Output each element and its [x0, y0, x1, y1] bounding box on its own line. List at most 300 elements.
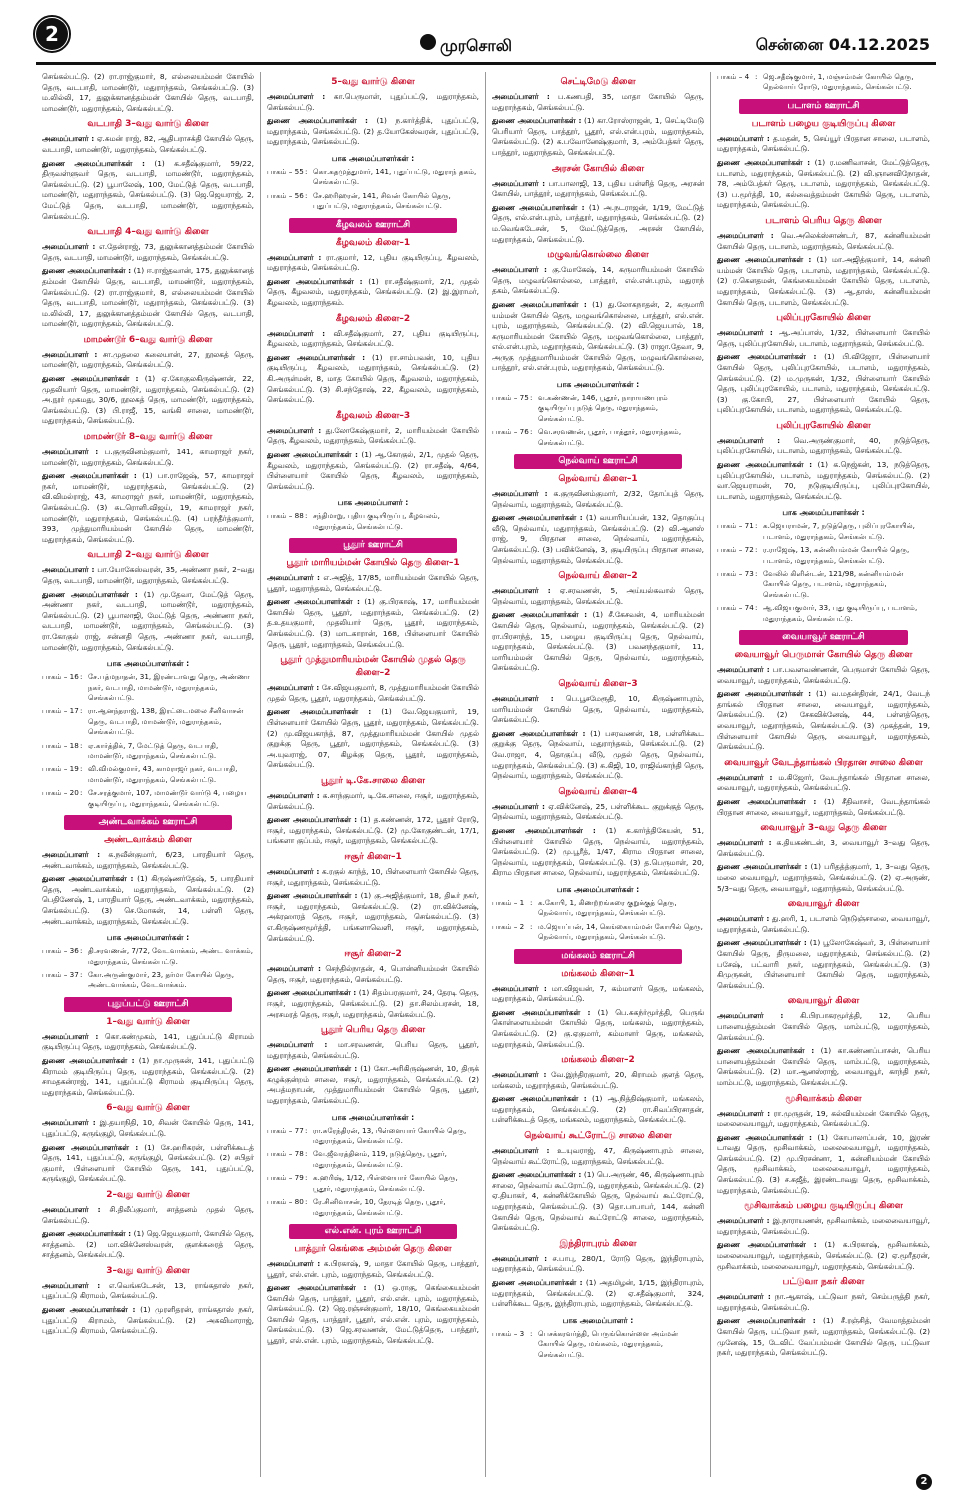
branch-heading: மாமண்டூர் 6–வது வார்டு கிளை: [83, 334, 213, 345]
entry-text: வே.இந்திரகுமார், 20, கிராமம் குளத் தெரு, மங்கலம், மதுராந்தகம், செங்கல்பட்டு.: [492, 1070, 704, 1090]
role-label: அமைப்பாளர் :: [42, 565, 95, 575]
role-label: அமைப்பாளர் :: [717, 230, 774, 240]
entry-text: (1) கோபாலாப்பன், 10, இரண் டாவது தெரு, மூசிவாக்கம், மலைவையாவூர், மதுராந்தகம், செங்கல்பட்டு. (2) மு.பிரசன்னா, 1, கன்னியம்மன் கோயில் தெரு, மூசிவாக்கம், மலைவையாவூர், மதுராந்தகம், செங்கல்பட்டு. (3) ச.சுஜீத், இரண்டாவது தெரு, மூசிவாக்கம், மதுராந்தகம், செங்கல்பட்டு.: [717, 1132, 930, 1195]
role-label: துணை அமைப்பாளர்கள் :: [492, 116, 582, 126]
booth-number: பாகம் – 56: [267, 190, 304, 200]
booth-row: [267, 167, 479, 188]
entry-text: க.தியகண்டன், 3, வையாவூர் 3–வது தெரு, செங்கல்பட்டு.: [717, 838, 930, 858]
organizer-entry: [492, 179, 704, 200]
entry-text: ச.பாபு, 280/1, ரோடு தெரு, இந்திராபுரம், மதுராந்தகம், செங்கல்பட்டு.: [492, 1253, 704, 1274]
organizer-entry: [717, 352, 930, 416]
role-label: அமைப்பாளர் :: [717, 914, 770, 924]
organizer-entry: [717, 1216, 930, 1237]
entry-text: க.பிரகாஷ், 9, மாதா கோயில் தெரு, பாத்தூர், பூதூர், எல்.என். புரம், மதுராந்தகம், செங்கல்பட்டு.: [267, 1258, 479, 1279]
branch-heading: மூசிவாக்கம் பழைய குடியிருப்பு கிளை: [744, 1201, 903, 1212]
organizer-entry: [42, 1056, 254, 1098]
role-label: அமைப்பாளர் :: [717, 665, 770, 675]
entry-text: (1) ந.கார்த்திக், புதுப்பட்டு, மதுராந்தகம், செங்கல்பட்டு. (2) த.யோகேஸ்வரன், புதுப்பட்டு, மதுராந்தகம், செங்கல்பட்டு.: [267, 116, 479, 147]
organizer-entry: [42, 1118, 254, 1139]
entry-text: (1) சே.ஹரிகரன், பள்ளிக்கூடத் தெரு, 141, புதுப்பட்டு, கருங்குழி, செங்கல்பட்டு. (2) சபிதர் குமார், பிள்ளையார் கோயில் தெரு, 141, புதுப்பட்டு, கருங்குழி, செங்கல்பட்டு.: [42, 1142, 254, 1184]
booth-organizer: ம.ஜெயப்பன், 14, கெங்கையம்மன் கோயில் தெரு, நெல்வாய், மதுராந்தகம், செங்கல்பட்டு.: [538, 921, 703, 942]
entry-text: து.லோகேஷ்குமார், 2, மாரியம்மன் கோயில் தெரு, கீழவலம், மதுராந்தகம், செங்கல்பட்டு.: [267, 425, 479, 446]
colon-separator: :: [530, 897, 533, 907]
role-label: அமைப்பாளர் :: [717, 1108, 771, 1118]
role-label: அமைப்பாளர் :: [267, 92, 326, 101]
organizer-entry: [717, 1133, 930, 1197]
branch-heading: கீழவலம் கிளை–1: [335, 237, 411, 248]
booth-number: பாகம் – 2: [492, 921, 525, 931]
organizer-entry: [42, 72, 254, 114]
entry-text: எ.வெங்கடேசன், 13, ராங்கதாஸ் நகர், புதுப்பட்டு கிராமம், செங்கல்பட்டு.: [42, 1280, 254, 1301]
organizer-entry: [267, 116, 479, 148]
booth-organizer: வெ.சரவணன், பூதூர், பாத்தூர், மதுராந்தகம், செங்கல்பட்டு.: [538, 427, 682, 447]
booth-number: பாகம் – 74: [717, 603, 754, 613]
role-label: அமைப்பாளர் :: [267, 252, 322, 262]
organizer-entry: [717, 1292, 930, 1313]
role-label: துணை அமைப்பாளர்கள் :: [42, 266, 132, 276]
branch-heading: படாளம் பழைய குடியிருப்பு கிளை: [751, 118, 896, 129]
role-label: அமைப்பாளர் :: [492, 801, 545, 811]
entry-text: மா.விஜயன், 7, கம்மாளர் தெரு, மங்கலம், மதுராந்தகம், செங்கல்பட்டு.: [492, 983, 704, 1004]
colon-separator: :: [80, 969, 83, 979]
entry-text: (1) வே.ஜெயகுமார், 19, பிள்ளையார் கோயில் தெரு, பூதூர், மதுராந்தகம், செங்கல்பட்டு. (2) மு.விஜயகாந்த், 87, முத்துமாரியம்மன் கோயில் முதல் குறுக்கு தெரு, பூதூர், மதுராந்தகம், செங்கல்பட்டு. (3) அ.யுவராஜ், 07, கிழக்கு தெரு, பூதூர், மதுராந்தகம், செங்கல்பட்டு.: [267, 707, 479, 770]
organizer-entry: [717, 1011, 930, 1043]
organizer-entry: [717, 914, 930, 935]
colon-separator: :: [305, 166, 308, 176]
booth-row: [42, 946, 254, 967]
entry-text: (1) க.நெஜ்கன், 13, நடுத்தெரு, புலிப்புரகோயில், படாளம், மதுராந்தகம், செங்கல்பட்டு. (2) வா.ஜெயராமன், 70, நடுகுடியிருப்பு, புலிப்புரகோயில், படாளம், மதுராந்தகம், செங்கல்பட்டு.: [717, 460, 930, 501]
colon-separator: :: [305, 1197, 308, 1207]
entry-text: (1) சீதிவாசர், வேடந்தாங்கல் பிரதான சாலை, வையாவூர், மதுராந்தகம், செங்கல்பட்டு.: [717, 797, 930, 817]
colon-separator: :: [80, 672, 83, 682]
colon-separator: :: [305, 511, 308, 521]
entry-text: (1) ஏ.கோகுலகிருஷ்ணன், 22, முதலியார் தெரு, மாமண்டூர், மதுராந்தகம், செங்கல்பட்டு. (2) அ.நூர் முகமது, 30/6, நூலகத் தெரு, மாமண்டூர், மதுராந்தகம், செங்கல்பட்டு. (3) பி.ராஜீ, 15, வங்கி சாலை, மாமண்டூர், மதுராந்தகம், செங்கல்பட்டு.: [42, 374, 254, 426]
organizer-entry: [492, 1094, 704, 1126]
organizer-entry: [492, 489, 704, 510]
role-label: அமைப்பாளர் :: [717, 133, 770, 143]
organizer-entry: [42, 1205, 254, 1226]
organizer-entry: [717, 134, 930, 155]
booth-organizer: தி.சரவணன், 7/72, வேடவாக்கம், அண்ட வாக்கம், மதுராந்தகம், செங்கல்பட்டு.: [88, 946, 254, 966]
booth-row: [267, 511, 479, 532]
column-4: [711, 72, 936, 1477]
booth-row: [267, 1197, 479, 1218]
organizer-entry: [42, 134, 254, 155]
role-label: துணை அமைப்பாளர்கள் :: [42, 158, 145, 168]
entry-text: வி.சதீஷ்குமார், 27, புதிய குடியிருப்பு, கீழவலம், மதுராந்தகம், செங்கல்பட்டு.: [267, 328, 479, 349]
booth-organizer: பெசக்கரவர்த்தி, பெருங்கொள்ளை அம்மன் கோயில் தெரு, மங்கலம், மதுராந்தகம், செங்கல்பட்டு.: [538, 1328, 679, 1359]
branch-heading: வையாவூர் பெருமாள் கோயில் தெரு கிளை: [734, 650, 913, 661]
branch-heading: இந்திராபுரம் கிளை: [559, 1238, 637, 1249]
column-1: [36, 72, 261, 1477]
role-label: அமைப்பாளர் :: [717, 328, 773, 338]
organizer-entry: [717, 1316, 930, 1358]
booth-row: [267, 1173, 479, 1194]
role-label: துணை அமைப்பாளர்கள் :: [267, 1064, 358, 1074]
entry-text: ரா.முருதன், 19, கல்வியம்மன் கோயில் தெரு, மலைவையாவூர், மதுராந்தகம், செங்கல்பட்டு.: [717, 1108, 930, 1129]
entry-text: (1) ர.மணிவாசன், மேட்டுத்தெரு, படாளம், மதுராந்தகம், செங்கல்பட்டு. (2) வி.ஞானவிநோதன், 78, அம்பேத்கர் தெரு, படாளம், மதுராந்தகம், செங்கல்பட்டு. (3) ப.மூர்த்தி, 10, கல்வைத்தம்மன் கோயில் தெரு, படாளம், மதுராந்தகம், செங்கல்பட்டு.: [717, 158, 930, 210]
dateline: சென்னை 04.12.2025: [755, 35, 930, 54]
role-label: அமைப்பாளர் :: [717, 1011, 784, 1021]
role-label: துணை அமைப்பாளர்கள் :: [492, 202, 585, 212]
organizer-entry: [717, 938, 930, 991]
booth-number: பாகம் – 71: [717, 521, 754, 531]
page-number-badge: 2: [36, 18, 68, 50]
role-label: துணை அமைப்பாளர்கள் :: [267, 352, 366, 362]
role-label: துணை அமைப்பாளர்கள் :: [42, 1055, 135, 1065]
entry-text: பா.யோகேஸ்வரன், 35, அண்ணா நகர், 2–வது தெரு, வடபாதி, மாமண்டூர், மதுராந்தகம், செங்கல்பட்டு.: [42, 565, 254, 585]
organizer-entry: [717, 838, 930, 859]
branch-heading: மழுவங்கொல்லை கிளை: [547, 250, 649, 261]
entry-text: பா.பாலாஜி, 13, புதிய பள்ளித் தெரு, அரசன் கோயில், பாத்தூர், மதுராந்தகம், செங்கல்பட்டு.: [492, 178, 704, 199]
role-label: துணை அமைப்பாளர்கள் :: [717, 158, 811, 167]
organizer-entry: [42, 1229, 254, 1261]
role-label: துணை அமைப்பாளர்கள் :: [492, 1007, 591, 1017]
branch-heading: பூதூர் பெரிய தெரு கிளை: [320, 1025, 426, 1036]
organizer-entry: [267, 329, 479, 350]
booth-number: பாகம் – 78: [267, 1149, 304, 1159]
booth-row: [492, 922, 704, 943]
booth-organizer: க.கோபி, 1, கிணற்றங்கரை குறுக்குத் தெரு, நெல்வாய், மதுராந்தகம், செங்கல்பட்டு.: [538, 897, 677, 918]
role-label: அமைப்பாளர் :: [42, 850, 101, 859]
organizer-entry: [267, 353, 479, 406]
role-label: அமைப்பாளர் :: [492, 1146, 550, 1156]
role-label: அமைப்பாளர் :: [267, 683, 320, 693]
panchayat-banner: அண்டவாக்கம் ஊராட்சி: [64, 815, 232, 830]
booth-organizer: க.ஜெயராமன், 7, நடுத்தெரு, புலிப்புரகோயில், படாளம், மதுராந்தகம், செங்கல்பட்டு.: [763, 521, 915, 541]
role-label: அமைப்பாளர் :: [492, 983, 547, 993]
branch-heading: வையாவூர் வேடந்தாங்கல் பிரதான சாலை கிளை: [724, 757, 923, 768]
role-label: அமைப்பாளர் :: [267, 425, 322, 435]
role-label: துணை அமைப்பாளர்கள் :: [42, 589, 138, 599]
organizer-entry: [492, 265, 704, 297]
entry-text: ம.கிஜோர், வேடந்தாங்கல் பிரதான சாலை, வையாவூர், மதுராந்தகம், செங்கல்பட்டு.: [717, 772, 930, 793]
booth-row: [717, 545, 930, 566]
booth-organizer: ஆ.விஜயகுமார், 33, புது குடியிருப்பு, படாளம், மதுராந்தகம், செங்கல்பட்டு.: [763, 603, 918, 623]
organizer-entry: [42, 1143, 254, 1185]
booth-number: பாகம் – 20: [42, 788, 79, 798]
role-label: அமைப்பாளர் :: [267, 964, 322, 974]
entry-text: க.குருவினம்குமார், 2/32, தோப்புத் தெரு, நெல்வாய், மதுராந்தகம், செங்கல்பட்டு.: [492, 489, 704, 509]
organizer-entry: [717, 773, 930, 794]
booth-organizer: ர.ராஜேஷ், 13, கன்னியம்மன் கோயில் தெரு, படாளம், மதுராந்தகம், செங்கல்பட்டு.: [763, 545, 910, 565]
role-label: அமைப்பாளர் :: [42, 1031, 99, 1041]
role-label: அமைப்பாளர் :: [42, 447, 99, 457]
organizer-entry: [267, 815, 479, 847]
entry-text: பெ.பூசமேரூதி, 10, கிருஷ்ணாபுரம், மாரியம்மன் கோயில் தெரு, நெல்வாய், மதுராந்தகம், செங்கல்பட்டு.: [492, 694, 704, 725]
booth-row: [267, 191, 479, 212]
organizer-entry: [42, 159, 254, 223]
entry-text: (1) நா.முருகன், 141, புதுப்பட்டு கிராமம் குடியிருப்பு தெரு, மதுராந்தகம், செங்கல்பட்டு. (2) சாமதகன்ராஜ், 141, புதுப்பட்டு கிராமம் குடியிருப்பு தெரு, மதுராந்தகம், செங்கல்பட்டு.: [42, 1055, 254, 1097]
organizer-entry: [267, 277, 479, 309]
organizer-entry: [267, 1283, 479, 1347]
branch-heading: ஈசூர் கிளை–2: [344, 949, 402, 960]
organizer-entry: [492, 694, 704, 726]
role-label: அமைப்பாளர் :: [267, 791, 320, 800]
booth-number: பாகம் – 80: [267, 1197, 304, 1207]
organizer-entry: [492, 116, 704, 158]
entry-text: (1) சீ.ரஞ்சித், வேமாத்தம்மன் கோயில் தெரு, பட்டுவா நகர், மதுராந்தகம், செங்கல்பட்டு. (2) முனேஷ், 15, டேவிட் வேப்பம்மன் கோயில் தெரு, பட்டுவா நகர், மதுராந்தகம், செங்கல்பட்டு.: [717, 1316, 930, 1358]
colon-separator: :: [530, 427, 533, 437]
booth-row: [717, 569, 930, 600]
booth-number: பாகம் – 4: [717, 72, 750, 81]
booth-number: பாகம் – 72: [717, 545, 754, 555]
entry-text: (1) கிருஷ்ணர்தேஷ், 5, பாரதியார் தெரு, அண்டவாக்கம், மதுராந்தகம், செங்கல்பட்டு. (2) பெதிணேஷ், 1, பாரதியார் தெரு, அண்டவாக்கம், மதுராந்தகம், செங்கல்பட்டு. (3) செ.மோகன், 14, பள்ளி தெரு, அண்டவாக்கம், மதுராந்தகம், செங்கல்பட்டு.: [42, 874, 254, 926]
colon-separator: :: [305, 1149, 308, 1159]
entry-text: து.ஹரி, 1, படாளம் நெடுஞ்சாலை, வையாவூர், மதுராந்தகம், செங்கல்பட்டு.: [717, 914, 930, 934]
section-label: பாக அமைப்பாளர் :: [337, 498, 409, 508]
entry-text: (1) பரிதத்த்குமார், 1, 3–வது தெரு, மலை வையாவூர், மதுராந்தகம், செங்கல்பட்டு. (2) ஏ.அருண், 5/3–வது தெரு, வையாவூர், மதுராந்தகம், செங்கல்பட்டு.: [717, 862, 930, 893]
role-label: துணை அமைப்பாளர்கள் :: [492, 1170, 582, 1180]
booth-row: [492, 898, 704, 919]
booth-organizer: ஜெ.சதீஷ்குமார், 1, மஞ்சம்மன் கோயில் தெரு, நெல்வாய் ரோடு, மதுராந்தகம், செங்கல்பட்டு.: [763, 72, 914, 92]
branch-heading: பட்டுவா நகர் கிளை: [782, 1277, 865, 1288]
branch-heading: வையாவூர் கிளை: [787, 899, 860, 910]
booth-number: பாகம் – 18: [42, 740, 79, 750]
masthead: [0, 0, 972, 66]
organizer-entry: [492, 1008, 704, 1050]
booth-row: [492, 427, 704, 448]
colon-separator: :: [305, 1173, 308, 1183]
role-label: துணை அமைப்பாளர்கள் :: [717, 352, 817, 362]
colon-separator: :: [755, 72, 758, 81]
role-label: துணை அமைப்பாளர்கள் :: [267, 1283, 367, 1293]
role-label: அமைப்பாளர் :: [267, 1258, 321, 1268]
entry-text: (1) ஆ.நித்திஷ்குமார், மங்கலம், மதுராந்தகம், செங்கல்பட்டு. (2) ரா.சிவப்பிரசாதன், பள்ளிக்கூடத் தெரு, மங்கலம், மதுராந்தகம், செங்கல்பட்டு.: [492, 1094, 704, 1125]
entry-text: சி.திலீப்குமார், சாத்தனம் முதல் தெரு, செங்கல்பட்டு.: [42, 1204, 254, 1225]
organizer-entry: [717, 328, 930, 349]
booth-number: பாகம் – 76: [492, 427, 529, 437]
role-label: துணை அமைப்பாளர்கள் :: [492, 728, 586, 738]
booth-number: பாகம் – 17: [42, 706, 79, 716]
entry-text: (1) க.சதீஷ்குமார், 59/22, திருவள்ளுவர் தெரு, வடபாதி, மாமண்டூர், மதுராந்தகம், செங்கல்பட்டு. (2) பூபாலேஷ், 100, மேட்டுத் தெரு, வடபாதி, மாமண்டூர், மதுராந்தகம், செங்கல்பட்டு. (3) ஜெ.ஜெயராஜ், 2, மேட்டுத் தெரு, வடபாதி, மாமண்டூர், மதுராந்தகம், செங்கல்பட்டு.: [42, 158, 254, 221]
branch-heading: கீழவலம் கிளை–2: [335, 313, 411, 324]
organizer-entry: [492, 1278, 704, 1310]
organizer-entry: [267, 683, 479, 704]
role-label: துணை அமைப்பாளர்கள் :: [717, 797, 817, 807]
role-label: துணை அமைப்பாளர்கள் :: [42, 874, 134, 884]
booth-organizer: ரே.சினிவாசன், 10, தேரடித் தெரு, பூதூர், மதுராந்தகம், செங்கல்பட்டு.: [313, 1197, 446, 1217]
booth-number: பாகம் – 37: [42, 969, 79, 979]
booth-row: [267, 1149, 479, 1170]
columns: [36, 72, 936, 1477]
entry-text: (1) முரளிதரன், ராங்கதாஸ் நகர், புதுப்பட்டு கிராமம், செங்கல்பட்டு. (2) அசுவிமாராஜ், புதுப்பட்டு கிராமம், செங்கல்பட்டு.: [42, 1305, 254, 1336]
organizer-entry: [492, 984, 704, 1005]
section-label: பாக அமைப்பாளர்கள் :: [331, 153, 415, 163]
entry-text: மா.சரவணன், பெரிய தெரு, பூதூர், மதுராந்தகம், செங்கல்பட்டு.: [267, 1040, 479, 1060]
colon-separator: :: [530, 393, 533, 403]
entry-text: கா.பெருமாள், புதுப்பட்டு, மதுராந்தகம், செங்கல்பட்டு.: [267, 92, 479, 112]
organizer-entry: [267, 791, 479, 812]
branch-heading: 5–வது வார்டு கிளை: [331, 77, 415, 87]
branch-heading: 3–வது வார்டு கிளை: [106, 1265, 190, 1276]
role-label: துணை அமைப்பாளர்கள் :: [42, 1142, 139, 1152]
booth-number: பாகம் – 55: [267, 166, 304, 176]
entry-text: (1) ஜெ.ஜெயகுமார், கோயில் தெரு, சாத்தனம். (2) மா.விக்னேஸ்வரன், குளக்கரைத் தெரு, சாத்தனம், செங்கல்பட்டு.: [42, 1229, 254, 1260]
booth-organizer: சே.பத்மநாதன், 31, இரண்டாவது தெரு, அண்ணா நகர், வடபாதி, மாமண்டூர், மதுராந்தகம், செங்கல்பட்டு.: [88, 672, 250, 702]
role-label: துணை அமைப்பாளர்கள் :: [42, 374, 139, 384]
booth-row: [492, 1329, 704, 1360]
entry-text: (1) கு.பிரகாஷ், 17, மாரியம்மன் கோயில் தெரு, பூதூர், மதுராந்தகம், செங்கல்பட்டு. (2) த.உதயகுமார், முதலியார் தெரு, பூதூர், மதுராந்தகம், செங்கல்பட்டு. (3) மாடகாரான், 168, பிள்ளையார் கோயில் தெரு, பூதூர், மதுராந்தகம், செங்கல்பட்டு.: [267, 597, 479, 649]
colon-separator: :: [80, 764, 83, 774]
branch-heading: நெல்வாய் கிளை–3: [558, 679, 638, 689]
entry-text: (1) பெ.சுகந்ர்மூர்த்தி, பெருங் கொள்ளையம்மன் கோயில் தெரு, மங்கலம், மதுராந்தகம், செங்கல்பட்டு. (2) கு.ஏகுமார், கம்மாளர் தெரு, மங்கலம், மதுராந்தகம், செங்கல்பட்டு.: [492, 1007, 704, 1049]
panchayat-banner: பூதூர் ஊராட்சி: [289, 538, 457, 553]
colon-separator: :: [80, 740, 83, 750]
entry-text: க.நவீன்குமார், 6/23, பாரதியார் தெரு, அண்டவாக்கம், மதுராந்தகம், செங்கல்பட்டு.: [42, 850, 255, 870]
role-label: துணை அமைப்பாளர்கள் :: [717, 1132, 812, 1142]
organizer-entry: [492, 1170, 704, 1234]
organizer-entry: [267, 253, 479, 274]
branch-heading: புலிப்புரகோயில் கிளை: [776, 313, 871, 324]
entry-text: (1) அதமிழன், 1/15, இந்திராபுரம், மதுராந்தகம், செங்கல்பட்டு. (2) ஏ.சதீஷ்குமார், 324, பள்ளிக்கூட தெரு, இந்திராபுரம், மதுராந்தகம், செங்கல்பட்டு.: [492, 1278, 704, 1309]
entry-text: (1) சு.கார்த்திகேயன், 51, பிள்ளையார் கோயில் தெரு, நெல்வாய், மதுராந்தகம், செங்கல்பட்டு. (2) மு.பூரீத், 1/47, கிராம பிரதான சாலை, நெல்வாய், மதுராந்தகம், செங்கல்பட்டு. (3) த.பெருமாள், 20, கிராம பிரதான சாலை, நெல்வாய், மதுராந்தகம், செங்கல்பட்டு.: [492, 825, 704, 878]
entry-text: செந்தில்நாதன், 4, பொன்னியம்மன் கோயில் தெரு, ஈசூர், மதுராந்தகம், செங்கல்பட்டு.: [267, 964, 480, 984]
entry-text: எ.அஜித், 17/85, மாரியம்மன் கோயில் தெரு, பூதூர், மதுராந்தகம், செங்கல்பட்டு.: [267, 573, 479, 593]
role-label: துணை அமைப்பாளர்கள் :: [492, 513, 583, 523]
branch-heading: பூதூர் டி.கே.சாலை கிளை: [321, 776, 425, 786]
entry-text: (1) ரா.சதீஷ்குமார், 2/1, முதல் தெரு, கீழவலம், மதுராந்தகம், செங்கல்பட்டு. (2) இ.இராமர், கீழவலம், மதுராந்தகம்.: [267, 276, 479, 307]
section-label: பாக அமைப்பாளர்கள் :: [331, 1112, 415, 1122]
booth-organizer: சந்திமாறு, புதிய குடியிருப்பு, கீழவலம், மதுராந்தகம், செங்கல்பட்டு.: [313, 511, 440, 531]
branch-heading: செட்டிமேடு கிளை: [560, 77, 636, 87]
entry-text: த.மதன், 5, செய்யூர் பிரதான சாலை, படாளம், மதுராந்தகம், செங்கல்பட்டு.: [717, 133, 930, 154]
organizer-entry: [492, 203, 704, 245]
organizer-entry: [267, 964, 479, 985]
role-label: அமைப்பாளர் :: [492, 178, 546, 188]
entry-text: (1) சிதம்பரகுமார், 24, தேரடி தெரு, ஈசூர், மதுராந்தகம், செங்கல்பட்டு. (2) தா.சிலம்பரசன், 18, அரசமரத் தெரு, ஈசூர், மதுராந்தகம், செங்கல்பட்டு.: [267, 988, 479, 1019]
booth-organizer: சே.ஹரிஹரன், 141, சிவன் கோயில் தெரு, புதுப்பட்டு, மதுராந்தகம், செங்கல்பட்டு.: [313, 190, 451, 211]
booth-organizer: ரா.சுரேந்திரன், 13, பிள்ளையார் கோயில் தெரு, மதுராந்தகம், செங்கல்பட்டு.: [313, 1125, 467, 1146]
entry-text: (1) க.பிரகாஷ், மூசிவாக்கம், மலைவையாவூர், மதுராந்தகம், செங்கல்பட்டு. (2) ஏ.மூரீதரன், மூசிவாக்கம், மலைவையாவூர், மதுராந்தகம், செங்கல்பட்டு.: [717, 1240, 930, 1271]
entry-text: ப.கணபதி, 35, மாதா கோயில் தெரு, மதுராந்தகம், செங்கல்பட்டு.: [492, 92, 705, 112]
organizer-entry: [717, 158, 930, 211]
booth-row: [42, 970, 254, 991]
organizer-entry: [492, 586, 704, 607]
organizer-entry: [42, 1305, 254, 1337]
role-label: அமைப்பாளர் :: [42, 134, 95, 144]
entry-text: (1) பசரவணன், 18, பள்ளிக்கூட குறுக்கு தெரு, நெல்வாய், மதுராந்தகம், செங்கல்பட்டு. (2) வே.ராஜா, 4, தொகுப்பு வீடு, முதல் தெரு, நெல்வாய், மதுராந்தகம், செங்கல்பட்டு. (3) சு.கிஜி, 10, ராஜிவ்காந்தி தெரு, நெல்வாய், மதுராந்தகம், செங்கல்பட்டு.: [492, 728, 704, 781]
booth-number: பாகம் – 16: [42, 672, 79, 682]
column-2: [261, 72, 486, 1477]
role-label: அமைப்பாளர் :: [267, 866, 320, 876]
booth-number: பாகம் – 3: [492, 1328, 525, 1338]
booth-number: பாகம் – 19: [42, 764, 79, 774]
organizer-entry: [267, 867, 479, 888]
entry-text: (1) பூலோகேஷ்வர், 3, பிள்ளையார் கோயில் தெரு, திருமலை, மதுராந்தகம், செங்கல்பட்டு. (2) பசேஷ், பட்வாரி நகர், மதுராந்தகம், செங்கல்பட்டு. (3) கிமுருகன், பிள்ளையார் கோயில் தெரு, மதுராந்தகம், செங்கல்பட்டு.: [717, 938, 930, 990]
organizer-entry: [267, 891, 479, 944]
organizer-entry: [717, 255, 930, 308]
entry-text: ஏ.விக்னேஷ், 25, பள்ளிக்கூட குறுக்குத் தெரு, நெல்வாய், மதுராந்தகம், செங்கல்பட்டு.: [492, 801, 704, 822]
role-label: துணை அமைப்பாளர்கள் :: [42, 1305, 136, 1315]
booth-organizer: ரா.ஆனந்தராஜ், 138, இரட்டைமலை சீனிவாசன் தெரு, வடபாதி, மாமண்டூர், மதுராந்தகம், செங்கல்பட்டு.: [88, 706, 244, 737]
entry-text: (1) ஆ.கோகுல், 2/1, முதல் தெரு, கீழவலம், மதுராந்தகம், செங்கல்பட்டு. (2) ரா.சதீஷ், 4/64, பிள்ளையார் கோயில் தெரு, கீழவலம், மதுராந்தகம், செங்கல்பட்டு.: [267, 449, 479, 491]
entry-text: (1) மா.அஜித்குமார், 14, கன்னி யம்மன் கோயில் தெரு, படாளம், மதுராந்தகம், செங்கல்பட்டு. (2) ர.கௌதமன், கெங்கையம்மன் கோயில் தெரு, படாளம், மதுராந்தகம், செங்கல்பட்டு. (3) ஆ.தாஸ், கன்னியம்மன் கோயில் தெரு, படாளம், செங்கல்பட்டு.: [717, 255, 930, 307]
role-label: துணை அமைப்பாளர்கள் :: [717, 689, 812, 699]
role-label: துணை அமைப்பாளர்கள் :: [492, 610, 588, 620]
organizer-entry: [492, 1070, 704, 1091]
entry-text: இ.நாராயணன், மூசிவாக்கம், மலைவையாவூர், மதுராந்தகம், செங்கல்பட்டு.: [717, 1216, 931, 1236]
role-label: அமைப்பாளர் :: [717, 838, 772, 848]
colon-separator: :: [80, 706, 83, 716]
entry-text: பா.பவளவண்ணன், பெருமாள் கோயில் தெரு, வையாவூர், மதுராந்தகம், செங்கல்பட்டு.: [717, 665, 930, 685]
column-3: [486, 72, 711, 1477]
role-label: துணை அமைப்பாளர்கள் :: [267, 116, 368, 126]
organizer-entry: [42, 565, 254, 586]
organizer-entry: [717, 689, 930, 753]
section-label: பாக அமைப்பாளர்கள் :: [556, 884, 640, 894]
role-label: அமைப்பாளர் :: [717, 772, 773, 782]
entry-text: (1) அ.நடராஜன், 1/19, மேட்டுத் தெரு, எல்.என்.புரம், பாத்தூர், மதுராந்தகம், செங்கல்பட்டு. (2) ம.வெங்கடேசன், 5, மேட்டுத்தெரு, அரசன் கோயில், மதுராந்தகம், செங்கல்பட்டு.: [492, 202, 704, 244]
entry-text: (1) கு.அஜித்குமார், 18, திடீர் நகர், ஈசூர், மதுராந்தகம், செங்கல்பட்டு. (2) ரா.விக்னேஷ், அக்ரஹாரத் தெரு, ஈசூர், மதுராந்தகம், செங்கல்பட்டு. (3) எ.கிருஷ்ணமூர்த்தி, பங்களாவெளி, ஈசூர், மதுராந்தகம், செங்கல்பட்டு.: [267, 891, 479, 943]
organizer-entry: [42, 590, 254, 654]
booth-row: [42, 672, 254, 703]
organizer-entry: [492, 1146, 704, 1167]
organizer-entry: [42, 1032, 254, 1053]
entry-text: (1) கோ.அரிகிருஷ்ணன், 10, திருக் கழுக்குன்றம் சாலை, ஈசூர், மதுராந்தகம், செங்கல்பட்டு. (2) அபத்மநாபன், முத்துமாரியம்மன் கோயில் தெரு, பூதூர், மதுராந்தகம், செங்கல்பட்டு.: [267, 1064, 479, 1106]
role-label: அமைப்பாளர் :: [492, 1070, 547, 1080]
colon-separator: :: [305, 1125, 308, 1135]
role-label: அமைப்பாளர் :: [42, 242, 96, 252]
booth-organizer: சே.சரத்குமார், 107, மாமண்டூர் வார்டு 4, பழைய குடியிருப்பு, மதுராந்தகம், செங்கல்பட்டு.: [88, 788, 247, 808]
organizer-entry: [267, 450, 479, 492]
entry-text: (1) வ.மதன்திரன், 24/1, வேடந் தாங்கல் பிரதான சாலை, வையாவூர், மதுராந்தகம், செங்கல்பட்டு. (2) சேகவிக்னேஷ், 44, பள்ளத்தெரு, வையாவூர், மதுராந்தகம், செங்கல்பட்டு. (3) முகத்தன், 19, பிள்ளையார் கோயில் தெரு, வையாவூர், மதுராந்தகம், செங்கல்பட்டு.: [717, 689, 930, 752]
entry-text: (1) ரா.சாம்பவன், 10, புதிய குடியிருப்பு, கீழவலம், மதுராந்தகம், செங்கல்பட்டு. (2) கி.அருள்மன், 8, மாத கோயில் தெரு, கீழவலம், மதுராந்தகம், செங்கல்பட்டு. (3) சி.சந்தோஷ், 22, கீழவலம், மதுராந்தகம், செங்கல்பட்டு.: [267, 352, 479, 405]
panchayat-banner: புதுப்பட்டு ஊராட்சி: [64, 997, 232, 1012]
role-label: அமைப்பாளர் :: [492, 92, 550, 101]
entry-text: கொ.கண்முகம், 141, புதுப்பட்டு கிராமம் குடியிருப்பு தெரு, மதுராந்தகம், செங்கல்பட்டு.: [42, 1031, 254, 1052]
organizer-entry: [717, 797, 930, 818]
organizer-entry: [492, 300, 704, 374]
role-label: துணை அமைப்பாளர்கள் :: [717, 862, 808, 872]
role-label: அமைப்பாளர் :: [267, 573, 321, 583]
entry-text: எ.தேன்ராஜ், 73, துலுக்கானத்தம்மன் கோயில் தெரு, வடபாதி, மாமண்டூர், மதுராந்தகம், செங்கல்பட்டு.: [42, 242, 255, 262]
entry-text: ரா.குமார், 12, புதிய குடியிருப்பு, கீழவலம், மதுராந்தகம், செங்கல்பட்டு.: [267, 252, 480, 273]
role-label: அமைப்பாளர் :: [42, 349, 98, 359]
organizer-entry: [267, 1259, 479, 1280]
role-label: அமைப்பாளர் :: [492, 1253, 548, 1263]
entry-text: ஏ.சுமன் ராஜ், 82, ஆதிபராசக்தி கோயில் தெரு, வடபாதி, மாமண்டூர், மதுராந்தகம், செங்கல்பட்டு.: [42, 134, 254, 154]
footer-page-number: 2: [916, 1474, 932, 1490]
branch-heading: நெல்வாய் கிளை–1: [558, 474, 638, 485]
organizer-entry: [492, 729, 704, 782]
colon-separator: :: [755, 569, 758, 579]
organizer-entry: [492, 513, 704, 566]
branch-heading: அரசன் கோயில் கிளை: [551, 163, 645, 174]
organizer-entry: [42, 471, 254, 545]
organizer-entry: [42, 447, 254, 468]
organizer-entry: [267, 573, 479, 594]
role-label: துணை அமைப்பாளர்கள் :: [492, 1278, 583, 1287]
booth-row: [492, 393, 704, 424]
organizer-entry: [267, 988, 479, 1020]
booth-row: [42, 706, 254, 737]
booth-number: பாகம் – 73: [717, 569, 754, 579]
role-label: துணை அமைப்பாளர்கள் :: [492, 1094, 587, 1104]
entry-text: (1) த.கண்ணன், 172, பூதூர் ரோடு, ஈசூர், மதுராந்தகம், செங்கல்பட்டு. (2) மு.கோகுண்டன், 17/1, பங்களா குப்பம், ஈசூர், மதுராந்தகம், செங்கல்பட்டு.: [267, 815, 480, 846]
branch-heading: வையாவூர் கிளை: [787, 996, 860, 1007]
entry-text: செங்கல்பட்டு. (2) ரா.ராஜ்குமார், 8, எல்லையம்மன் கோயில் தெரு, வடபாதி, மாமண்டூர், மதுராந்தகம், செங்கல்பட்டு. (3) ம.லில்லி, 17, துலுக்கானத்தம்மன் கோயில் தெரு, வடபாதி, மாமண்டூர், மதுராந்தகம், செங்கல்பட்டு.: [42, 72, 254, 113]
branch-heading: 2–வது வார்டு கிளை: [106, 1189, 190, 1200]
organizer-entry: [717, 665, 930, 686]
entry-text: ஏ.சரவணன், 5, அய்யல்கவால் தெரு, நெல்வாய், மதுராந்தகம், செங்கல்பட்டு.: [492, 586, 704, 606]
role-label: அமைப்பாளர் :: [42, 1118, 96, 1128]
organizer-entry: [267, 426, 479, 447]
entry-text: வெ.அருண்குமார், 40, நடுத்தெரு, புலிப்புரகோயில், படாளம், மதுராந்தகம், செங்கல்பட்டு.: [717, 435, 930, 456]
entry-text: நா.ஆகாஷ், பட்டுவா நகர், செம்பருத்தி நகர், மதுராந்தகம், செங்கல்பட்டு.: [717, 1292, 930, 1312]
role-label: துணை அமைப்பாளர்கள் :: [267, 449, 358, 459]
entry-text: சே.விஜயகுமார், 8, முத்துமாரியம்மன் கோயில் முதல் தெரு, பூதூர், மதுராந்தகம், செங்கல்பட்டு.: [267, 683, 479, 703]
